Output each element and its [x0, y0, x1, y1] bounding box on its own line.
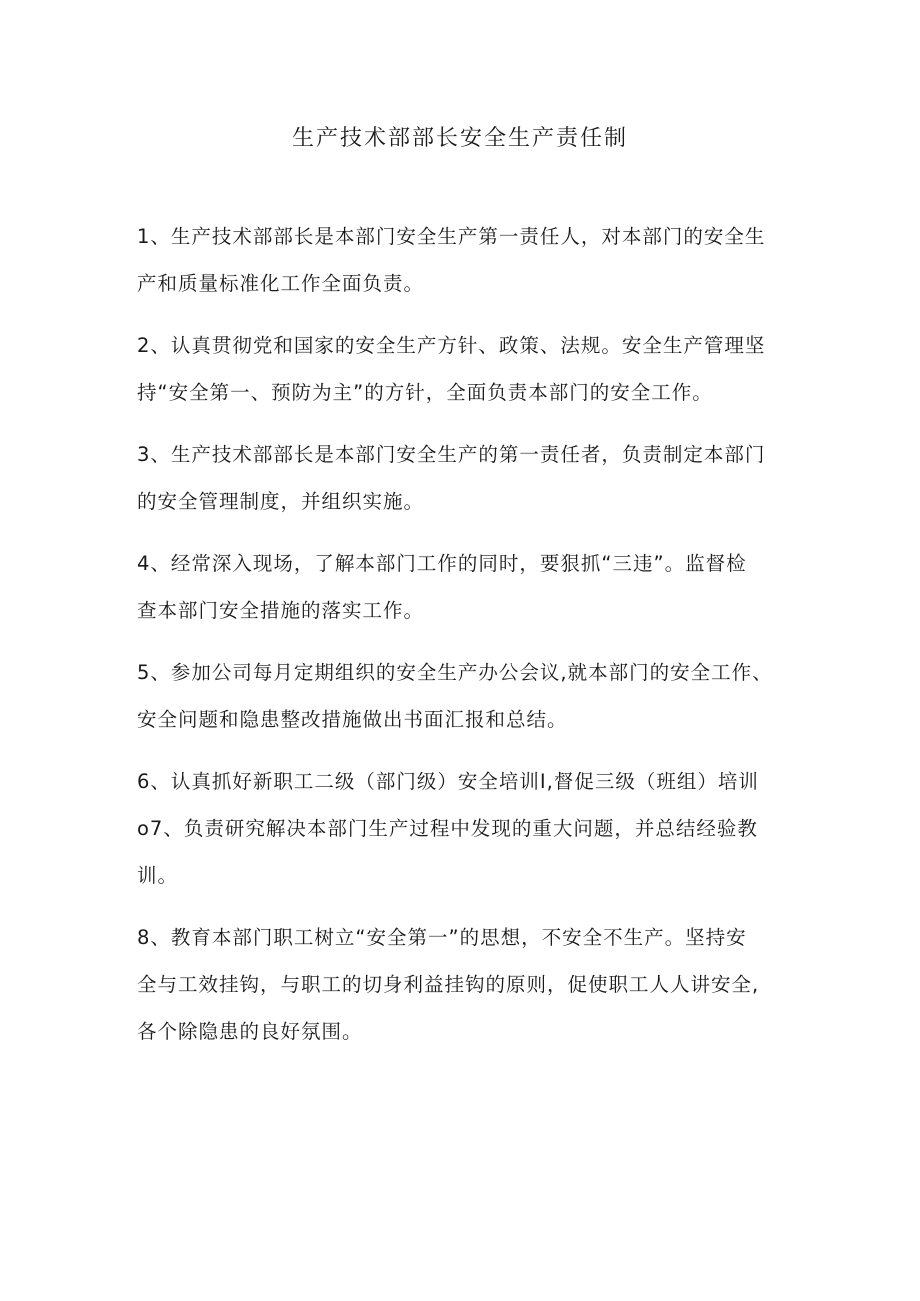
- text-line: 4、经常深入现场，了解本部门工作的同时，要狠抓“三违”。监督检: [137, 552, 747, 575]
- text-line: 持“安全第一、预防为主”的方针，全面负责本部门的安全工作。: [137, 381, 713, 404]
- text-line: 全与工效挂钩，与职工的切身利益挂钩的原则，促使职工人人讲安全,: [137, 973, 760, 996]
- text-line: o7、负责研究解决本部门生产过程中发现的重大问题，并总结经验教: [137, 817, 758, 840]
- text-line: 2、认真贯彻党和国家的安全生产方针、政策、法规。安全生产管理坚: [137, 334, 766, 357]
- paragraph-3: [137, 431, 817, 525]
- text-line: 5、参加公司每月定期组织的安全生产办公会议,就本部门的安全工作、: [137, 661, 773, 684]
- document-title: 生产技术部部长安全生产责任制: [291, 126, 628, 151]
- text-line: 8、教育本部门职工树立“安全第一”的思想，不安全不生产。坚持安: [137, 926, 747, 949]
- text-line: 安全问题和隐患整改措施做出书面汇报和总结。: [137, 708, 568, 731]
- text-line: 产和质量标准化工作全面负责。: [137, 272, 425, 295]
- document-body: [137, 213, 817, 1070]
- text-line: 各个除隐患的良好氛围。: [137, 1020, 363, 1043]
- text-line: 训。: [137, 864, 179, 887]
- paragraph-8: [137, 914, 817, 1055]
- text-line: 查本部门安全措施的落实工作。: [137, 599, 425, 622]
- paragraph-6: [137, 758, 817, 899]
- paragraph-2: [137, 322, 817, 416]
- paragraph-4: [137, 540, 817, 634]
- paragraph-5: [137, 649, 817, 743]
- text-line: 3、生产技术部部长是本部门安全生产的第一责任者，负责制定本部门: [137, 443, 766, 466]
- text-line: 6、认真抓好新职工二级（部门级）安全培训I,督促三级（班组）培训: [137, 770, 759, 793]
- text-line: 1、生产技术部部长是本部门安全生产第一责任人，对本部门的安全生: [137, 225, 766, 248]
- paragraph-1: [137, 213, 817, 307]
- text-line: 的安全管理制度，并组织实施。: [137, 490, 425, 513]
